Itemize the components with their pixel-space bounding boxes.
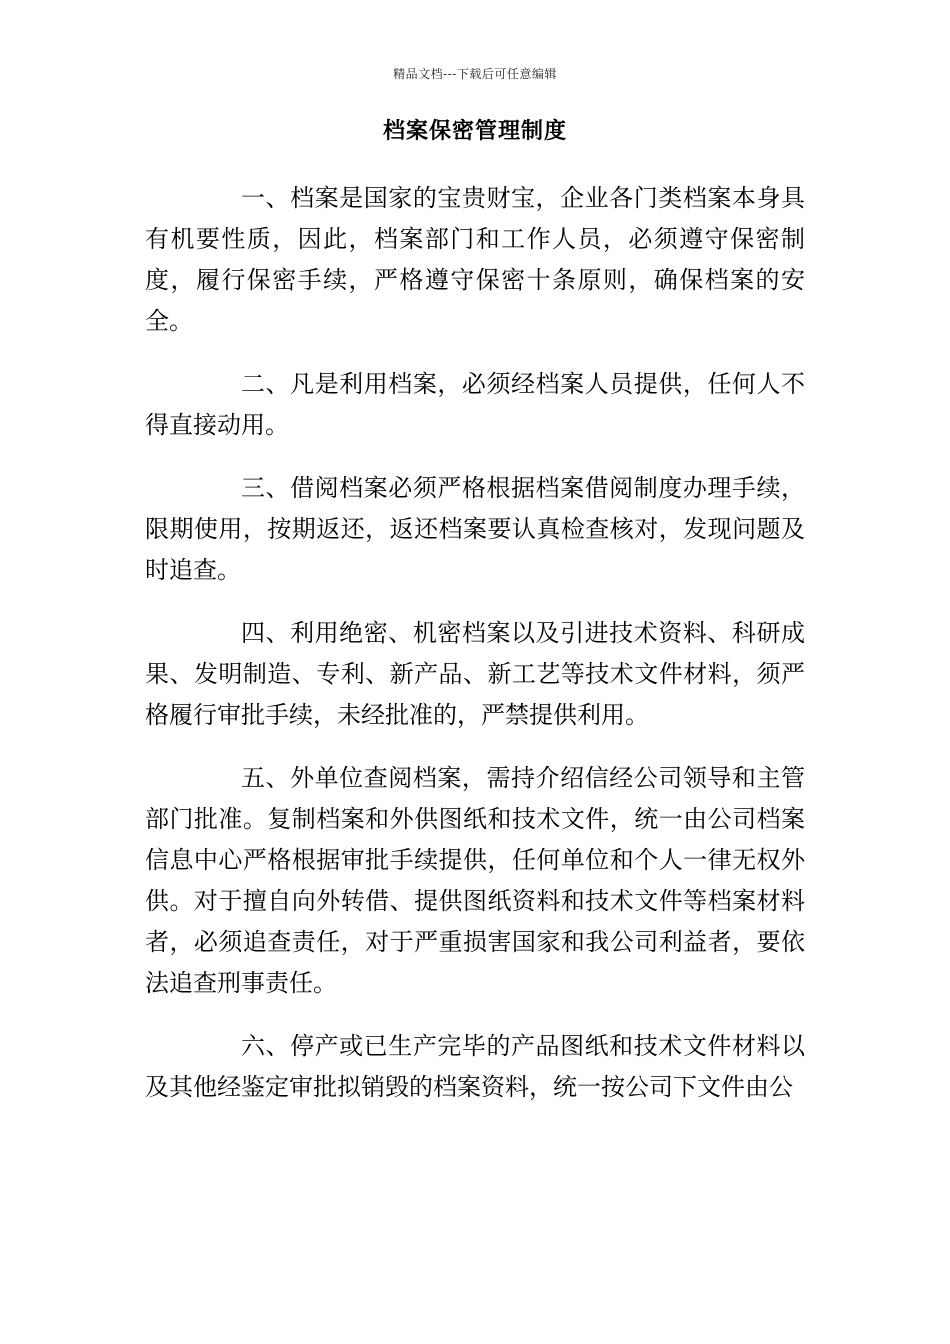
paragraph-5: 五、外单位查阅档案，需持介绍信经公司领导和主管部门批准。复制档案和外供图纸和技术文件，统一由公司档案信息中心严格根据审批手续提供，任何单位和个人一律无权外供。对于擅自向外转借、提供图纸资料和技术文件等档案材料者，必须追查责任，对于严重损害国家和我公司利益者，要依法追查刑事责任。	[145, 764, 805, 997]
paragraph-6: 六、停产或已生产完毕的产品图纸和技术文件材料以及其他经鉴定审批拟销毁的档案资料，统一按公司下文件由公	[145, 1032, 805, 1101]
paragraph-4: 四、利用绝密、机密档案以及引进技术资料、科研成果、发明制造、专利、新产品、新工艺等技术文件材料，须严格履行审批手续，未经批准的，严禁提供利用。	[145, 619, 805, 729]
document-body	[145, 178, 805, 1130]
paragraph-3: 三、借阅档案必须严格根据档案借阅制度办理手续，限期使用，按期返还，返还档案要认真检查核对，发现问题及时追查。	[145, 474, 805, 584]
paragraph-1: 一、档案是国家的宝贵财宝，企业各门类档案本身具有机要性质，因此，档案部门和工作人员，必须遵守保密制度，履行保密手续，严格遵守保密十条原则，确保档案的安全。	[145, 184, 805, 335]
document-title: 档案保密管理制度	[382, 118, 567, 144]
paragraph-2: 二、凡是利用档案，必须经档案人员提供，任何人不得直接动用。	[145, 370, 805, 439]
header-note: 精品文档---下载后可任意编辑	[393, 67, 557, 81]
